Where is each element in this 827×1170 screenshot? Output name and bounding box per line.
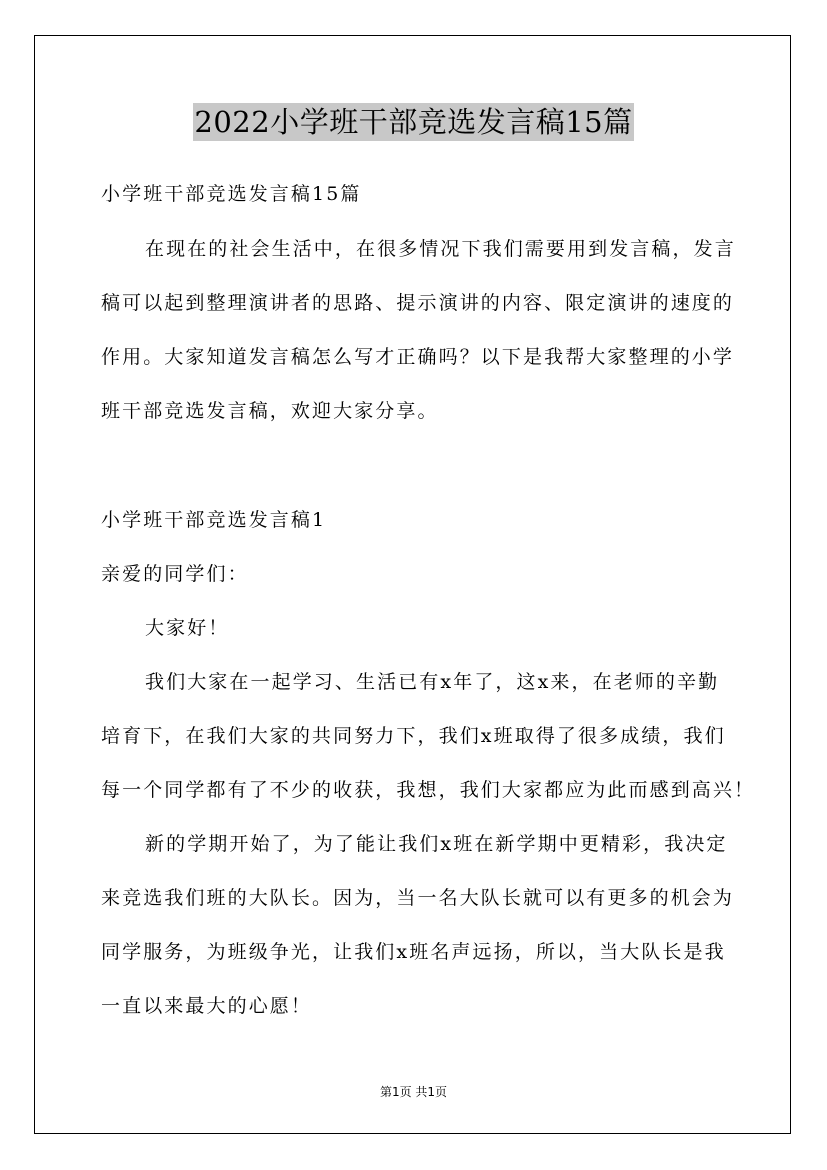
- salutation: 亲爱的同学们：: [101, 563, 249, 585]
- intro-line: 在现在的社会生活中，在很多情况下我们需要用到发言稿，发言: [145, 238, 736, 260]
- page-footer: 第1页 共1页: [379, 1085, 448, 1099]
- intro-line: 作用。大家知道发言稿怎么写才正确吗？以下是我帮大家整理的小学: [101, 346, 735, 368]
- section-heading: 小学班干部竞选发言稿1: [101, 509, 327, 531]
- intro-line: 稿可以起到整理演讲者的思路、提示演讲的内容、限定演讲的速度的: [101, 292, 735, 314]
- paragraph-line: 同学服务，为班级争光，让我们x班名声远扬，所以，当大队长是我: [101, 941, 726, 963]
- paragraph-line: 每一个同学都有了不少的收获，我想，我们大家都应为此而感到高兴！: [101, 779, 756, 801]
- subtitle: 小学班干部竞选发言稿15篇: [101, 183, 362, 205]
- title-container: [0, 103, 827, 141]
- paragraph-line: 新的学期开始了，为了能让我们x班在新学期中更精彩，我决定: [145, 833, 728, 855]
- paragraph-line: 来竞选我们班的大队长。因为，当一名大队长就可以有更多的机会为: [101, 887, 735, 909]
- paragraph-line: 我们大家在一起学习、生活已有x年了，这x来，在老师的辛勤: [145, 671, 720, 693]
- paragraph-line: 一直以来最大的心愿！: [101, 995, 313, 1017]
- paragraph-line: 培育下，在我们大家的共同努力下，我们x班取得了很多成绩，我们: [101, 725, 726, 747]
- document-title: 2022小学班干部竞选发言稿15篇: [194, 105, 633, 139]
- greeting: 大家好！: [145, 617, 230, 639]
- intro-line: 班干部竞选发言稿，欢迎大家分享。: [101, 400, 439, 422]
